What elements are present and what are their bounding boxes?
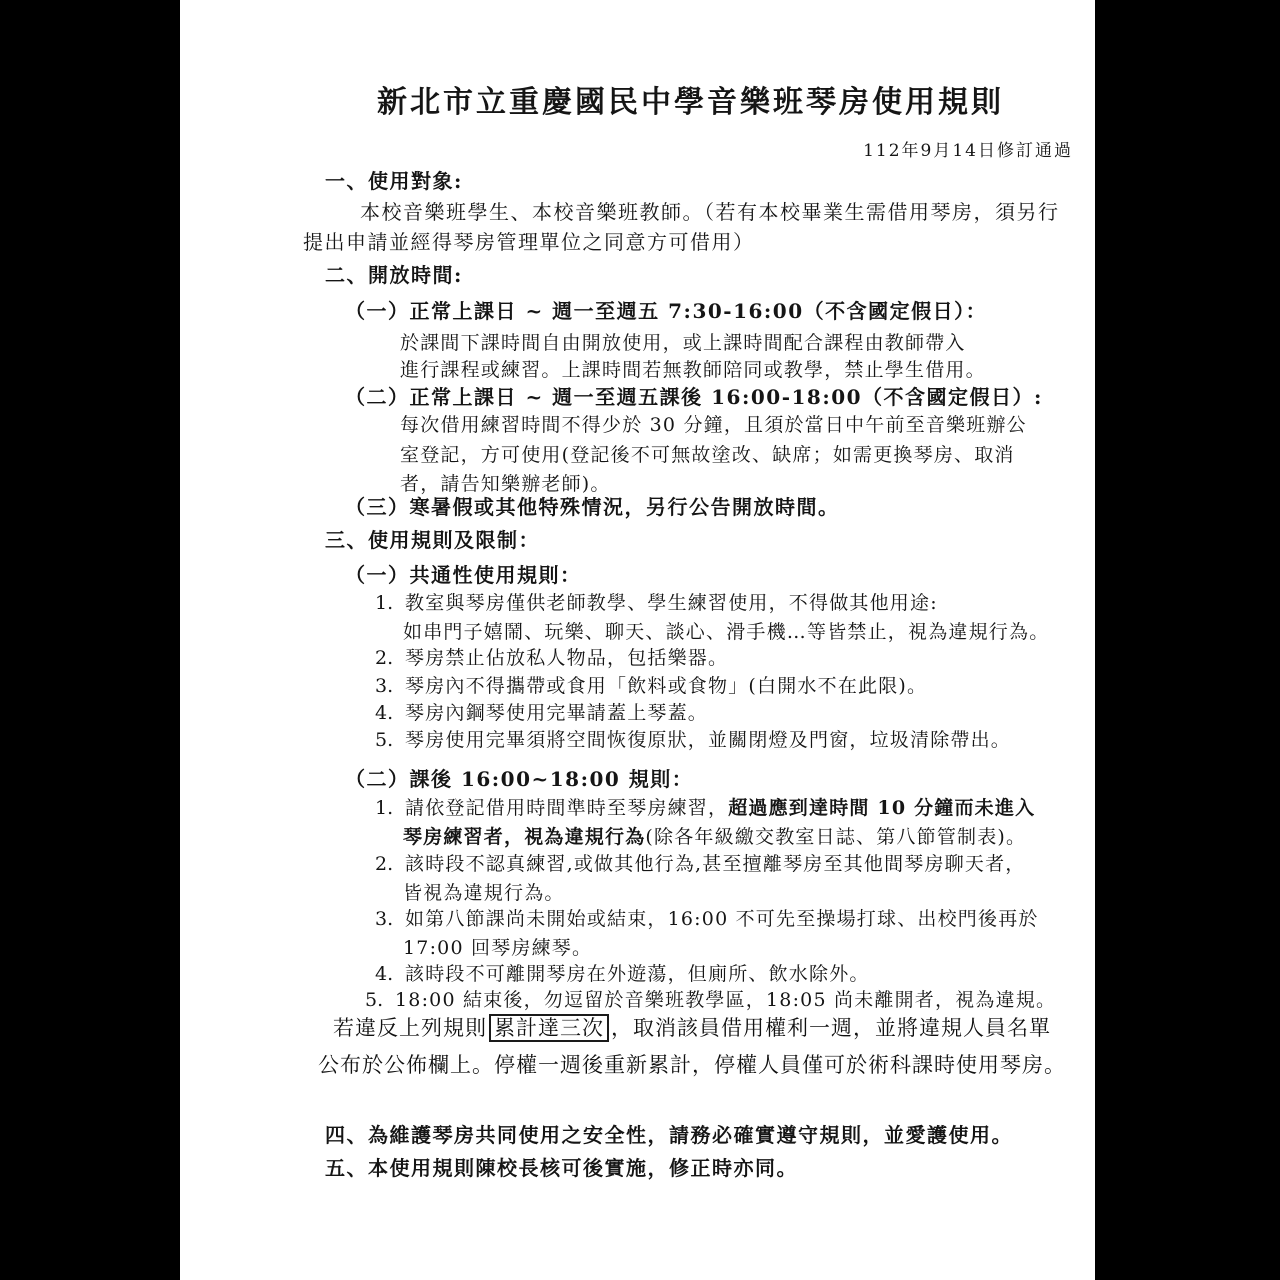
rule-item-number: 3. [375, 675, 394, 697]
penalty-line-1 [333, 1014, 1051, 1042]
section-2a-heading: （一）正常上課日 ~ 週一至週五 7:30-16:00（不含國定假日）： [345, 299, 988, 323]
section-3-heading: 三、使用規則及限制： [325, 528, 540, 552]
rule-item-continuation: 17:00 回琴房練琴。 [403, 937, 593, 959]
section-2c-heading: （三）寒暑假或其他特殊情況，另行公告開放時間。 [345, 495, 840, 519]
section-2a-line-2: 進行課程或練習。上課時間若無教師陪同或教學，禁止學生借用。 [400, 359, 986, 381]
rule-item [375, 852, 1025, 877]
rule-item-number: 4. [375, 963, 394, 985]
rule-item [375, 701, 708, 726]
rule-text-normal: (除各年級繳交教室日誌、第八節管制表)。 [645, 826, 1027, 848]
rule-item [375, 591, 938, 616]
document-content [303, 0, 1078, 1280]
section-2b-heading: （二）正常上課日 ~ 週一至週五課後 16:00-18:00（不含國定假日）: [345, 385, 1043, 409]
rule-item-continuation: 皆視為違規行為。 [403, 882, 565, 904]
rule-item [375, 907, 1039, 932]
section-1-line-2: 提出申請並經得琴房管理單位之同意方可借用） [303, 230, 755, 254]
rule-item-text: 如第八節課尚未開始或結束，16:00 不可先至操場打球、出校門後再於 [405, 908, 1039, 930]
section-2b-line-2: 室登記，方可使用(登記後不可無故塗改、缺席；如需更換琴房、取消 [400, 444, 1015, 466]
rule-item-text: 該時段不認真練習,或做其他行為,甚至擅離琴房至其他間琴房聊天者， [405, 853, 1026, 875]
rule-item-number: 1. [375, 592, 394, 614]
rule-item [375, 646, 728, 671]
section-2-heading: 二、開放時間: [325, 263, 463, 287]
section-1-line-1: 本校音樂班學生、本校音樂班教師。（若有本校畢業生需借用琴房，須另行 [360, 200, 1060, 224]
rule-item-number: 5. [365, 989, 384, 1011]
document-page [180, 0, 1095, 1280]
revision-date: 112年9月14日修訂通過 [863, 141, 1073, 161]
section-5-heading: 五、本使用規則陳校長核可後實施，修正時亦同。 [325, 1156, 798, 1180]
rule-item-continuation [403, 824, 1026, 850]
penalty-text: 若違反上列規則 [333, 1016, 487, 1040]
rule-item-number: 3. [375, 908, 394, 930]
rule-item-number: 4. [375, 702, 394, 724]
rule-item-number: 1. [375, 797, 394, 819]
rule-item-number: 2. [375, 853, 394, 875]
rule-item-text: 18:00 結束後，勿逗留於音樂班教學區，18:05 尚未離開者，視為違規。 [395, 989, 1057, 1011]
rule-item [375, 962, 870, 987]
rule-item-number: 5. [375, 729, 394, 751]
rule-item-text [405, 796, 1035, 821]
rule-item [375, 796, 1035, 821]
rule-item-text: 該時段不可離開琴房在外遊蕩，但廁所、飲水除外。 [405, 963, 870, 985]
rule-item [375, 674, 927, 699]
rule-item [375, 728, 1011, 753]
section-2b-line-3: 者，請告知樂辦老師)。 [400, 473, 611, 495]
penalty-line-2: 公布於公佈欄上。停權一週後重新累計，停權人員僅可於術科課時使用琴房。 [318, 1053, 1066, 1077]
penalty-text: ，取消該員借用權利一週，並將違規人員名單 [611, 1016, 1051, 1040]
section-4-heading: 四、為維護琴房共同使用之安全性，請務必確實遵守規則，並愛護使用。 [325, 1123, 1013, 1147]
rule-item-text: 琴房禁止佔放私人物品，包括樂器。 [405, 647, 729, 669]
rule-item-text: 琴房使用完畢須將空間恢復原狀，並關閉燈及門窗，垃圾清除帶出。 [405, 729, 1012, 751]
rule-item-text: 教室與琴房僅供老師教學、學生練習使用，不得做其他用途: [405, 592, 938, 614]
section-2a-line-1: 於課間下課時間自由開放使用，或上課時間配合課程由教師帶入 [400, 332, 966, 354]
rule-item-continuation: 如串門子嬉鬧、玩樂、聊天、談心、滑手機…等皆禁止，視為違規行為。 [403, 621, 1050, 643]
rule-item-text: 琴房內不得攜帶或食用「飲料或食物」(白開水不在此限)。 [405, 675, 928, 697]
rule-item-number: 2. [375, 647, 394, 669]
rule-item [365, 988, 1056, 1013]
boxed-text: 累計達三次 [489, 1014, 609, 1042]
section-2b-line-1: 每次借用練習時間不得少於 30 分鐘，且須於當日中午前至音樂班辦公 [400, 414, 1027, 436]
section-3b-heading: （二）課後 16:00~18:00 規則： [345, 767, 694, 791]
rule-item-text: 琴房內鋼琴使用完畢請蓋上琴蓋。 [405, 702, 709, 724]
section-1-heading: 一、使用對象: [325, 169, 463, 193]
rule-text-bold: 琴房練習者，視為違規行為 [403, 826, 646, 848]
rule-text-bold: 超過應到達時間 10 分鐘而未進入 [728, 797, 1036, 819]
section-3a-heading: （一）共通性使用規則： [345, 563, 582, 587]
rule-text-normal: 請依登記借用時間準時至琴房練習， [405, 797, 729, 819]
document-title: 新北市立重慶國民中學音樂班琴房使用規則 [377, 85, 1004, 120]
